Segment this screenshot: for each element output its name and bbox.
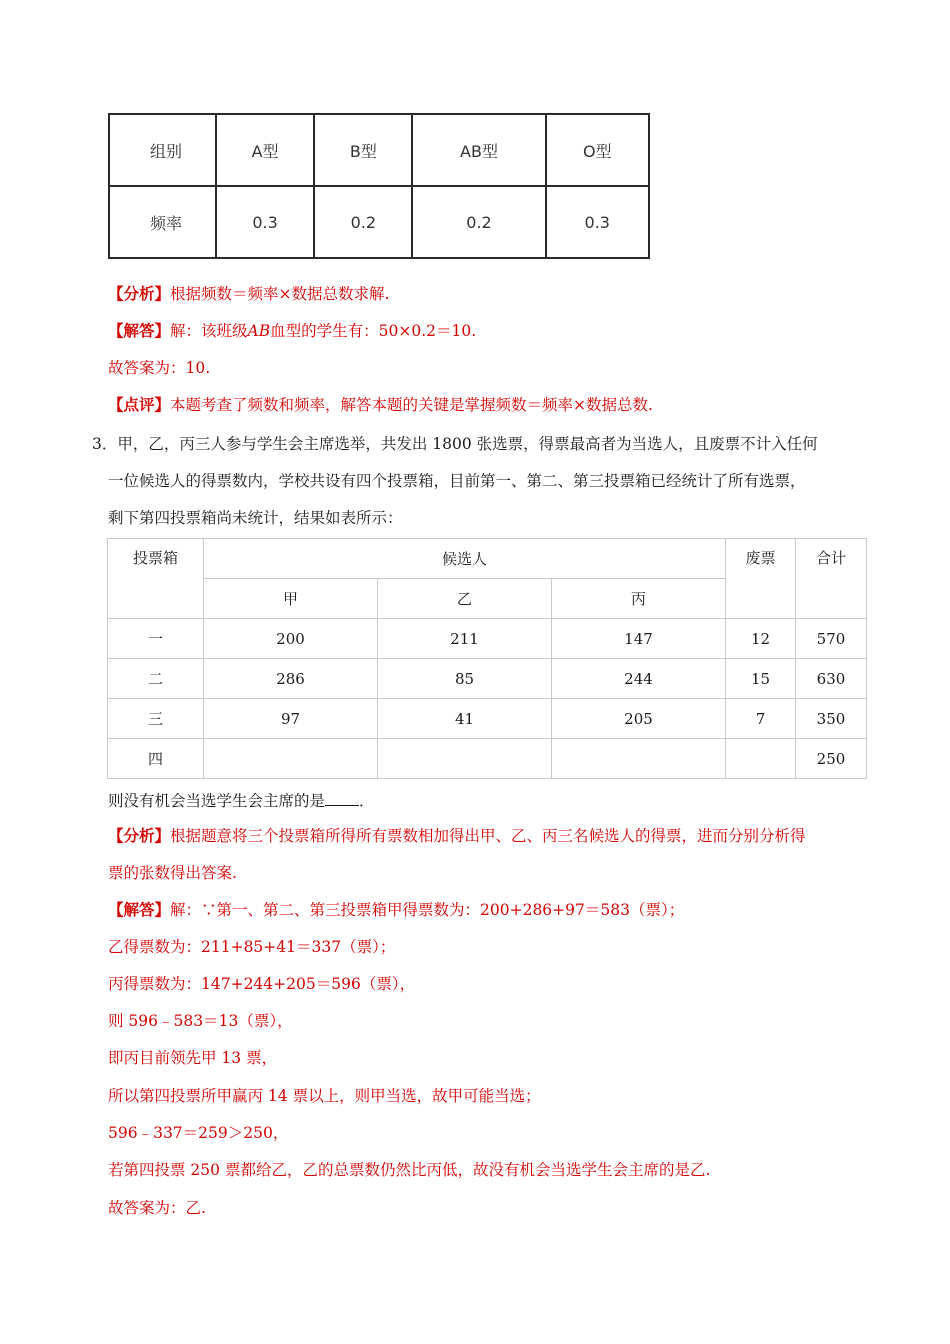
- table-row: [109, 186, 649, 258]
- q2-answer: [108, 319, 476, 341]
- question-text: 则没有机会当选学生会主席的是: [108, 792, 326, 810]
- table-cell: [204, 739, 378, 779]
- ballot-table: [107, 538, 867, 779]
- answer-text-post: 血型的学生有：50×0.2＝10.: [270, 322, 477, 340]
- table-header-cell: 投票箱: [108, 539, 204, 619]
- table-row: [108, 619, 867, 659]
- blood-type-table: [108, 113, 650, 259]
- table-cell: 41: [378, 699, 552, 739]
- q3-answer-line: 所以第四投票所甲赢丙 14 票以上，则甲当选，故甲可能当选；: [108, 1087, 541, 1105]
- table-header-cell: 合计: [796, 539, 867, 619]
- table-cell: [552, 739, 726, 779]
- table-cell: 200: [204, 619, 378, 659]
- q3-stem-line: 剩下第四投票箱尚未统计，结果如表所示：: [108, 509, 403, 527]
- q3-stem-line: 一位候选人的得票数内，学校共设有四个投票箱，目前第一、第二、第三投票箱已经统计了所有选票，: [108, 472, 806, 490]
- table-row: [108, 699, 867, 739]
- table-cell: 0.2: [314, 186, 412, 258]
- table-cell: 频率: [109, 186, 216, 258]
- q2-final-answer: 故答案为：10.: [108, 359, 211, 377]
- analysis-tag: 【分析】: [108, 826, 171, 845]
- table-cell: 0.3: [216, 186, 314, 258]
- q2-comment: [108, 393, 653, 415]
- analysis-tag: 【分析】: [108, 284, 171, 303]
- answer-text-pre: 解：该班级: [170, 322, 248, 340]
- table-cell: 0.3: [546, 186, 649, 258]
- answer-blank: [325, 790, 359, 806]
- table-cell: 三: [108, 699, 204, 739]
- table-cell: 350: [796, 699, 867, 739]
- table-cell: 四: [108, 739, 204, 779]
- table-cell: 15: [726, 659, 796, 699]
- q3-analysis: [108, 824, 806, 846]
- q3-stem-line: 3．甲，乙，丙三人参与学生会主席选举，共发出 1800 张选票，得票最高者为当选人，且废票不计入任何: [92, 435, 818, 453]
- table-row: [108, 739, 867, 779]
- q3-answer-line: 则 596﹣583＝13（票），: [108, 1012, 293, 1030]
- table-header-cell: 丙: [552, 579, 726, 619]
- table-cell: 一: [108, 619, 204, 659]
- table-cell: 250: [796, 739, 867, 779]
- question-text-end: ．: [359, 792, 375, 810]
- table-header-cell: 候选人: [204, 539, 726, 579]
- q3-answer: [108, 898, 684, 920]
- table-cell: [726, 739, 796, 779]
- q3-answer-line: 丙得票数为：147+244+205＝596（票），: [108, 975, 416, 993]
- table-header-cell: 废票: [726, 539, 796, 619]
- analysis-text: 根据频数＝频率×数据总数求解.: [170, 285, 390, 303]
- table-cell: 12: [726, 619, 796, 659]
- answer-text-ab: AB: [247, 322, 271, 340]
- comment-tag: 【点评】: [108, 395, 171, 414]
- table-header-cell: 组别: [109, 114, 216, 186]
- table-header-cell: 乙: [378, 579, 552, 619]
- table-row: [108, 659, 867, 699]
- q3-answer-line: 596﹣337＝259＞250，: [108, 1124, 289, 1142]
- table-cell: 7: [726, 699, 796, 739]
- q3-answer-line: 即丙目前领先甲 13 票，: [108, 1049, 278, 1067]
- table-cell: 211: [378, 619, 552, 659]
- table-cell: 0.2: [412, 186, 545, 258]
- table-header-cell: A型: [216, 114, 314, 186]
- q2-analysis: [108, 282, 389, 304]
- table-cell: 286: [204, 659, 378, 699]
- analysis-text: 根据题意将三个投票箱所得所有票数相加得出甲、乙、丙三名候选人的得票，进而分别分析得: [170, 827, 806, 845]
- table-header-cell: O型: [546, 114, 649, 186]
- comment-text: 本题考查了频数和频率，解答本题的关键是掌握频数＝频率×数据总数.: [170, 396, 653, 414]
- table-header-cell: AB型: [412, 114, 545, 186]
- answer-text: 解：∵第一、第二、第三投票箱甲得票数为：200+286+97＝583（票）；: [170, 901, 685, 919]
- table-cell: [378, 739, 552, 779]
- q3-final-answer: 故答案为：乙.: [108, 1199, 206, 1217]
- table-cell: 二: [108, 659, 204, 699]
- table-row: [109, 114, 649, 186]
- q3-question: [108, 789, 375, 811]
- answer-tag: 【解答】: [108, 900, 171, 919]
- q3-answer-line: 乙得票数为：211+85+41＝337（票）；: [108, 938, 396, 956]
- table-cell: 97: [204, 699, 378, 739]
- table-header-cell: 甲: [204, 579, 378, 619]
- table-cell: 85: [378, 659, 552, 699]
- answer-tag: 【解答】: [108, 321, 171, 340]
- table-cell: 205: [552, 699, 726, 739]
- table-cell: 570: [796, 619, 867, 659]
- table-cell: 630: [796, 659, 867, 699]
- table-row: [108, 539, 867, 579]
- q3-analysis-line: 票的张数得出答案.: [108, 864, 237, 882]
- table-header-cell: B型: [314, 114, 412, 186]
- table-cell: 147: [552, 619, 726, 659]
- q3-answer-line: 若第四投票 250 票都给乙，乙的总票数仍然比丙低，故没有机会当选学生会主席的是乙.: [108, 1161, 711, 1179]
- table-cell: 244: [552, 659, 726, 699]
